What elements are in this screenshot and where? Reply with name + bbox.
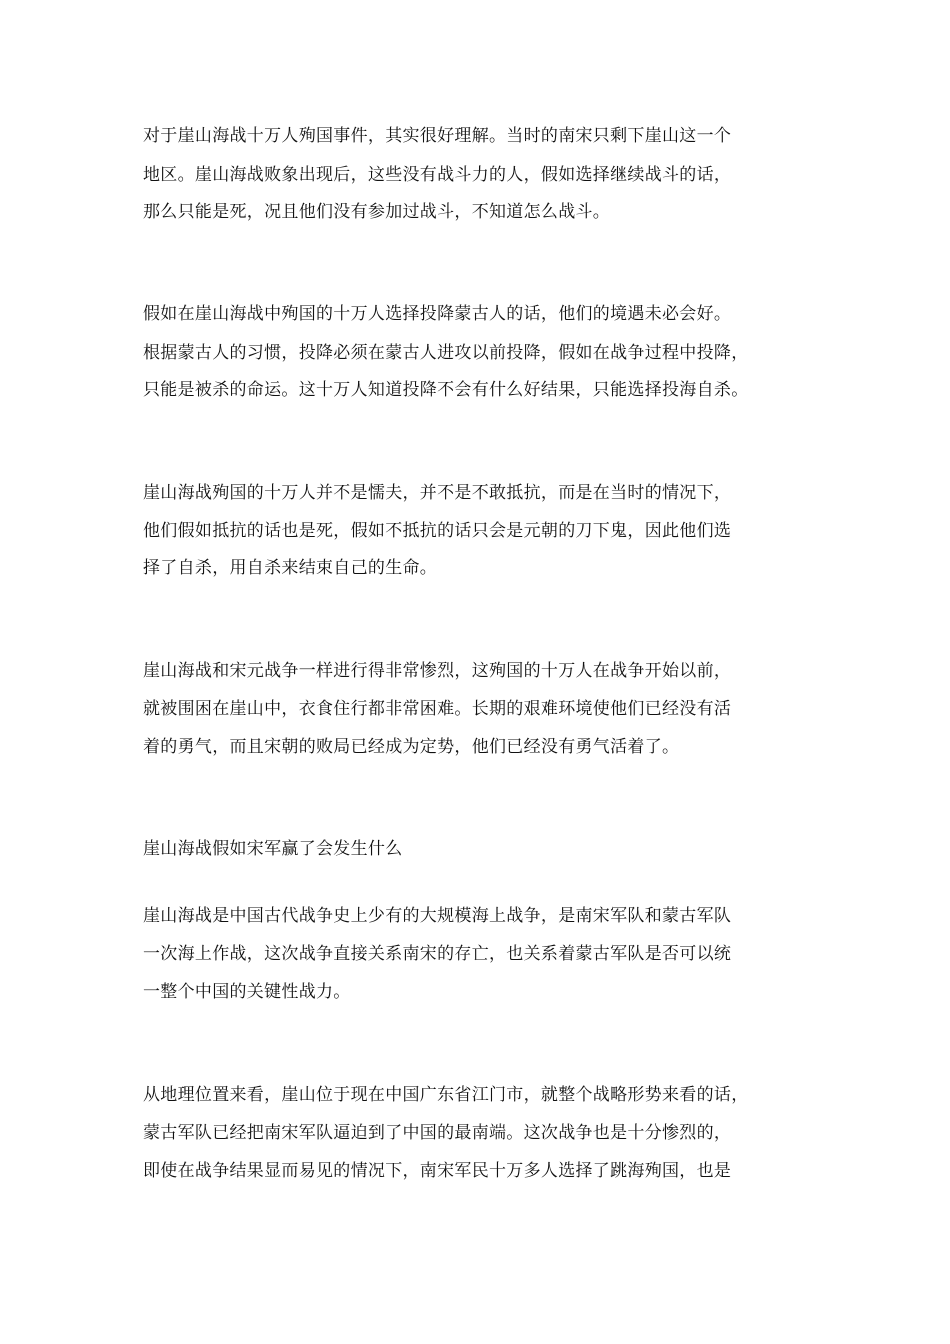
paragraph-line: 根据蒙古人的习惯，投降必须在蒙古人进攻以前投降，假如在战争过程中投降， [143, 343, 749, 363]
paragraph-line: 崖山海战和宋元战争一样进行得非常惨烈，这殉国的十万人在战争开始以前， [143, 661, 732, 681]
paragraph-line: 假如在崖山海战中殉国的十万人选择投降蒙古人的话，他们的境遇未必会好。 [143, 304, 732, 324]
paragraph-line: 一整个中国的关键性战力。 [143, 982, 351, 1002]
paragraph-line: 着的勇气，而且宋朝的败局已经成为定势，他们已经没有勇气活着了。 [143, 737, 680, 757]
paragraph-line: 那么只能是死，况且他们没有参加过战斗，不知道怎么战斗。 [143, 202, 611, 222]
section-heading-text: 崖山海战假如宋军赢了会发生什么 [143, 839, 403, 859]
paragraph-line: 崖山海战殉国的十万人并不是懦夫，并不是不敢抵抗，而是在当时的情况下， [143, 483, 732, 503]
paragraph-line: 对于崖山海战十万人殉国事件，其实很好理解。当时的南宋只剩下崖山这一个 [143, 126, 732, 146]
paragraph-line: 即使在战争结果显而易见的情况下，南宋军民十万多人选择了跳海殉国，也是 [143, 1161, 732, 1181]
paragraph-line: 就被围困在崖山中，衣食住行都非常困难。长期的艰难环境使他们已经没有活 [143, 699, 732, 719]
paragraph-line: 蒙古军队已经把南宋军队逼迫到了中国的最南端。这次战争也是十分惨烈的， [143, 1123, 732, 1143]
paragraph-line: 只能是被杀的命运。这十万人知道投降不会有什么好结果，只能选择投海自杀。 [143, 380, 749, 400]
paragraph-line: 他们假如抵抗的话也是死，假如不抵抗的话只会是元朝的刀下鬼，因此他们选 [143, 521, 732, 541]
paragraph-line: 择了自杀，用自杀来结束自己的生命。 [143, 558, 438, 578]
paragraph-line: 一次海上作战，这次战争直接关系南宋的存亡，也关系着蒙古军队是否可以统 [143, 944, 732, 964]
paragraph-line: 崖山海战是中国古代战争史上少有的大规模海上战争，是南宋军队和蒙古军队 [143, 906, 732, 926]
paragraph-line: 从地理位置来看，崖山位于现在中国广东省江门市，就整个战略形势来看的话， [143, 1085, 749, 1105]
paragraph-line: 地区。崖山海战败象出现后，这些没有战斗力的人，假如选择继续战斗的话， [143, 165, 732, 185]
